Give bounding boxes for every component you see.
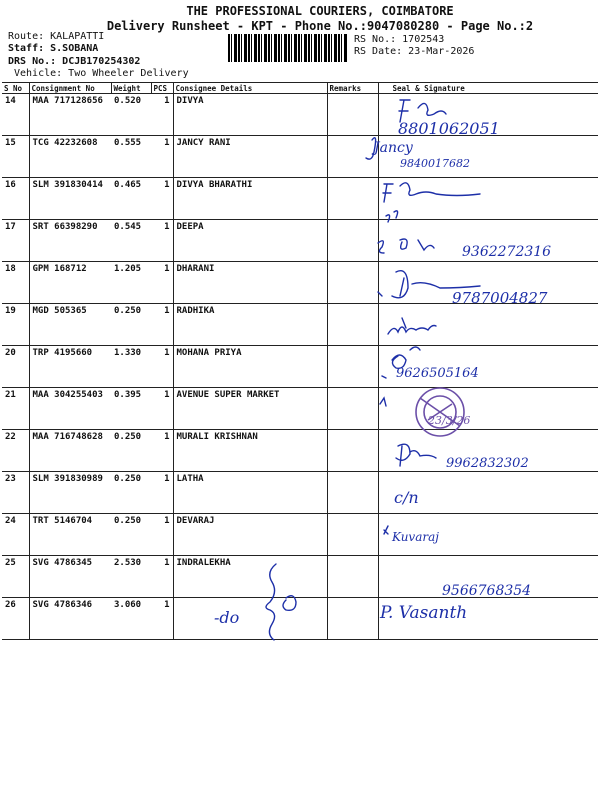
drs-label: DRS No.: DCJB170254302 <box>8 56 141 67</box>
barcode <box>228 34 348 62</box>
sno-cell: 25 <box>2 556 29 598</box>
sno-cell: 24 <box>2 514 29 556</box>
vehicle-label: Vehicle: Two Wheeler Delivery <box>14 68 189 79</box>
signature-cell <box>378 262 598 304</box>
consignee-cell: AVENUE SUPER MARKET <box>173 388 327 430</box>
pcs-cell: 1 <box>151 136 173 178</box>
consignee-cell: MOHANA PRIYA <box>173 346 327 388</box>
weight-cell: 0.395 <box>111 388 151 430</box>
consignment-cell: MAA 304255403 <box>29 388 111 430</box>
rs-date: RS Date: 23-Mar-2026 <box>354 46 475 57</box>
signature-cell <box>378 514 598 556</box>
consignment-cell: SLM 391830989 <box>29 472 111 514</box>
consignment-cell: MGD 505365 <box>29 304 111 346</box>
signature-cell <box>378 136 598 178</box>
weight-cell: 3.060 <box>111 598 151 640</box>
signature-cell <box>378 220 598 262</box>
signature-cell <box>378 304 598 346</box>
consignment-cell: TCG 42232608 <box>29 136 111 178</box>
pcs-cell: 1 <box>151 178 173 220</box>
hw-r14-phone: 8801062051 <box>398 119 500 138</box>
signature-cell <box>378 598 598 640</box>
signature-cell <box>378 556 598 598</box>
consignee-cell: INDRALEKHA <box>173 556 327 598</box>
sno-cell: 19 <box>2 304 29 346</box>
weight-cell: 0.250 <box>111 304 151 346</box>
pcs-cell: 1 <box>151 304 173 346</box>
pcs-cell: 1 <box>151 514 173 556</box>
hw-r26-phone: 9566768354 <box>442 583 532 599</box>
consignee-cell <box>173 598 327 640</box>
weight-cell: 0.545 <box>111 220 151 262</box>
route-label: Route: KALAPATTI <box>8 31 105 42</box>
sno-cell: 26 <box>2 598 29 640</box>
runsheet-table <box>2 82 598 640</box>
consignee-cell: MURALI KRISHNAN <box>173 430 327 472</box>
hw-r21-stamp-date: 23/3/26 <box>428 414 471 427</box>
table-row <box>2 430 598 472</box>
sno-cell: 21 <box>2 388 29 430</box>
weight-cell: 0.250 <box>111 472 151 514</box>
table-row <box>2 178 598 220</box>
consignee-cell: DHARANI <box>173 262 327 304</box>
consignee-cell: DEVARAJ <box>173 514 327 556</box>
hw-r24-text: Kuvaraj <box>392 530 439 544</box>
consignment-cell: TRT 5146704 <box>29 514 111 556</box>
weight-cell: 2.530 <box>111 556 151 598</box>
runsheet-title: Delivery Runsheet - KPT - Phone No.:9047080280 - Page No.:2 <box>106 19 534 33</box>
sno-cell: 18 <box>2 262 29 304</box>
pcs-cell: 1 <box>151 94 173 136</box>
col-seal-signature: Seal & Signature <box>378 83 598 94</box>
sno-cell: 14 <box>2 94 29 136</box>
remarks-cell <box>327 556 378 598</box>
remarks-cell <box>327 262 378 304</box>
weight-cell: 0.520 <box>111 94 151 136</box>
sno-cell: 23 <box>2 472 29 514</box>
remarks-cell <box>327 514 378 556</box>
signature-cell <box>378 94 598 136</box>
remarks-cell <box>327 178 378 220</box>
consignment-cell: SLM 391830414 <box>29 178 111 220</box>
col-pcs: PCS <box>151 83 173 94</box>
hw-r17-phone: 9362272316 <box>462 244 552 260</box>
signature-cell <box>378 178 598 220</box>
consignment-cell: GPM 168712 <box>29 262 111 304</box>
col-consignment: Consignment No <box>29 83 111 94</box>
table-row <box>2 472 598 514</box>
remarks-cell <box>327 346 378 388</box>
table-row <box>2 388 598 430</box>
weight-cell: 0.250 <box>111 514 151 556</box>
pcs-cell: 1 <box>151 472 173 514</box>
consignment-cell: SVG 4786346 <box>29 598 111 640</box>
remarks-cell <box>327 220 378 262</box>
hw-r26-ditto: -do <box>214 608 240 627</box>
weight-cell: 0.465 <box>111 178 151 220</box>
company-name: THE PROFESSIONAL COURIERS, COIMBATORE <box>186 4 454 18</box>
pcs-cell: 1 <box>151 556 173 598</box>
table-row <box>2 304 598 346</box>
consignee-cell: RADHIKA <box>173 304 327 346</box>
rs-number: RS No.: 1702543 <box>354 34 445 45</box>
hw-r15-name: Jancy <box>374 140 413 156</box>
consignment-cell: MAA 716748628 <box>29 430 111 472</box>
pcs-cell: 1 <box>151 346 173 388</box>
hw-r15-phone: 9840017682 <box>400 157 470 170</box>
remarks-cell <box>327 136 378 178</box>
remarks-cell <box>327 94 378 136</box>
weight-cell: 1.205 <box>111 262 151 304</box>
consignment-cell: MAA 717128656 <box>29 94 111 136</box>
weight-cell: 0.555 <box>111 136 151 178</box>
hw-r20-phone: 9626505164 <box>396 366 479 381</box>
table-header-row <box>2 83 598 94</box>
sno-cell: 15 <box>2 136 29 178</box>
table-row <box>2 514 598 556</box>
consignee-cell: JANCY RANI <box>173 136 327 178</box>
pcs-cell: 1 <box>151 598 173 640</box>
sno-cell: 17 <box>2 220 29 262</box>
remarks-cell <box>327 430 378 472</box>
remarks-cell <box>327 304 378 346</box>
table-row <box>2 262 598 304</box>
table-row <box>2 556 598 598</box>
table-row <box>2 346 598 388</box>
table-row <box>2 598 598 640</box>
pcs-cell: 1 <box>151 262 173 304</box>
consignee-cell: LATHA <box>173 472 327 514</box>
col-remarks: Remarks <box>327 83 378 94</box>
consignee-cell: DEEPA <box>173 220 327 262</box>
consignment-cell: SRT 66398290 <box>29 220 111 262</box>
col-consignee: Consignee Details <box>173 83 327 94</box>
table-row <box>2 136 598 178</box>
col-sno: S No <box>2 83 29 94</box>
consignment-cell: SVG 4786345 <box>29 556 111 598</box>
sno-cell: 22 <box>2 430 29 472</box>
hw-r22-phone: 9962832302 <box>446 456 529 471</box>
staff-label: Staff: S.SOBANA <box>8 43 99 54</box>
consignee-cell: DIVYA BHARATHI <box>173 178 327 220</box>
hw-r23-text: c/n <box>394 488 419 507</box>
consignee-cell: DIVYA <box>173 94 327 136</box>
remarks-cell <box>327 598 378 640</box>
sno-cell: 16 <box>2 178 29 220</box>
pcs-cell: 1 <box>151 388 173 430</box>
signature-cell <box>378 388 598 430</box>
hw-r18-phone: 9787004827 <box>452 289 548 307</box>
signature-cell <box>378 472 598 514</box>
remarks-cell <box>327 472 378 514</box>
table-row <box>2 94 598 136</box>
signature-cell <box>378 346 598 388</box>
hw-r26-name: P. Vasanth <box>380 603 468 623</box>
signature-cell <box>378 430 598 472</box>
weight-cell: 0.250 <box>111 430 151 472</box>
pcs-cell: 1 <box>151 220 173 262</box>
consignment-cell: TRP 4195660 <box>29 346 111 388</box>
col-weight: Weight <box>111 83 151 94</box>
remarks-cell <box>327 388 378 430</box>
pcs-cell: 1 <box>151 430 173 472</box>
sno-cell: 20 <box>2 346 29 388</box>
weight-cell: 1.330 <box>111 346 151 388</box>
table-row <box>2 220 598 262</box>
